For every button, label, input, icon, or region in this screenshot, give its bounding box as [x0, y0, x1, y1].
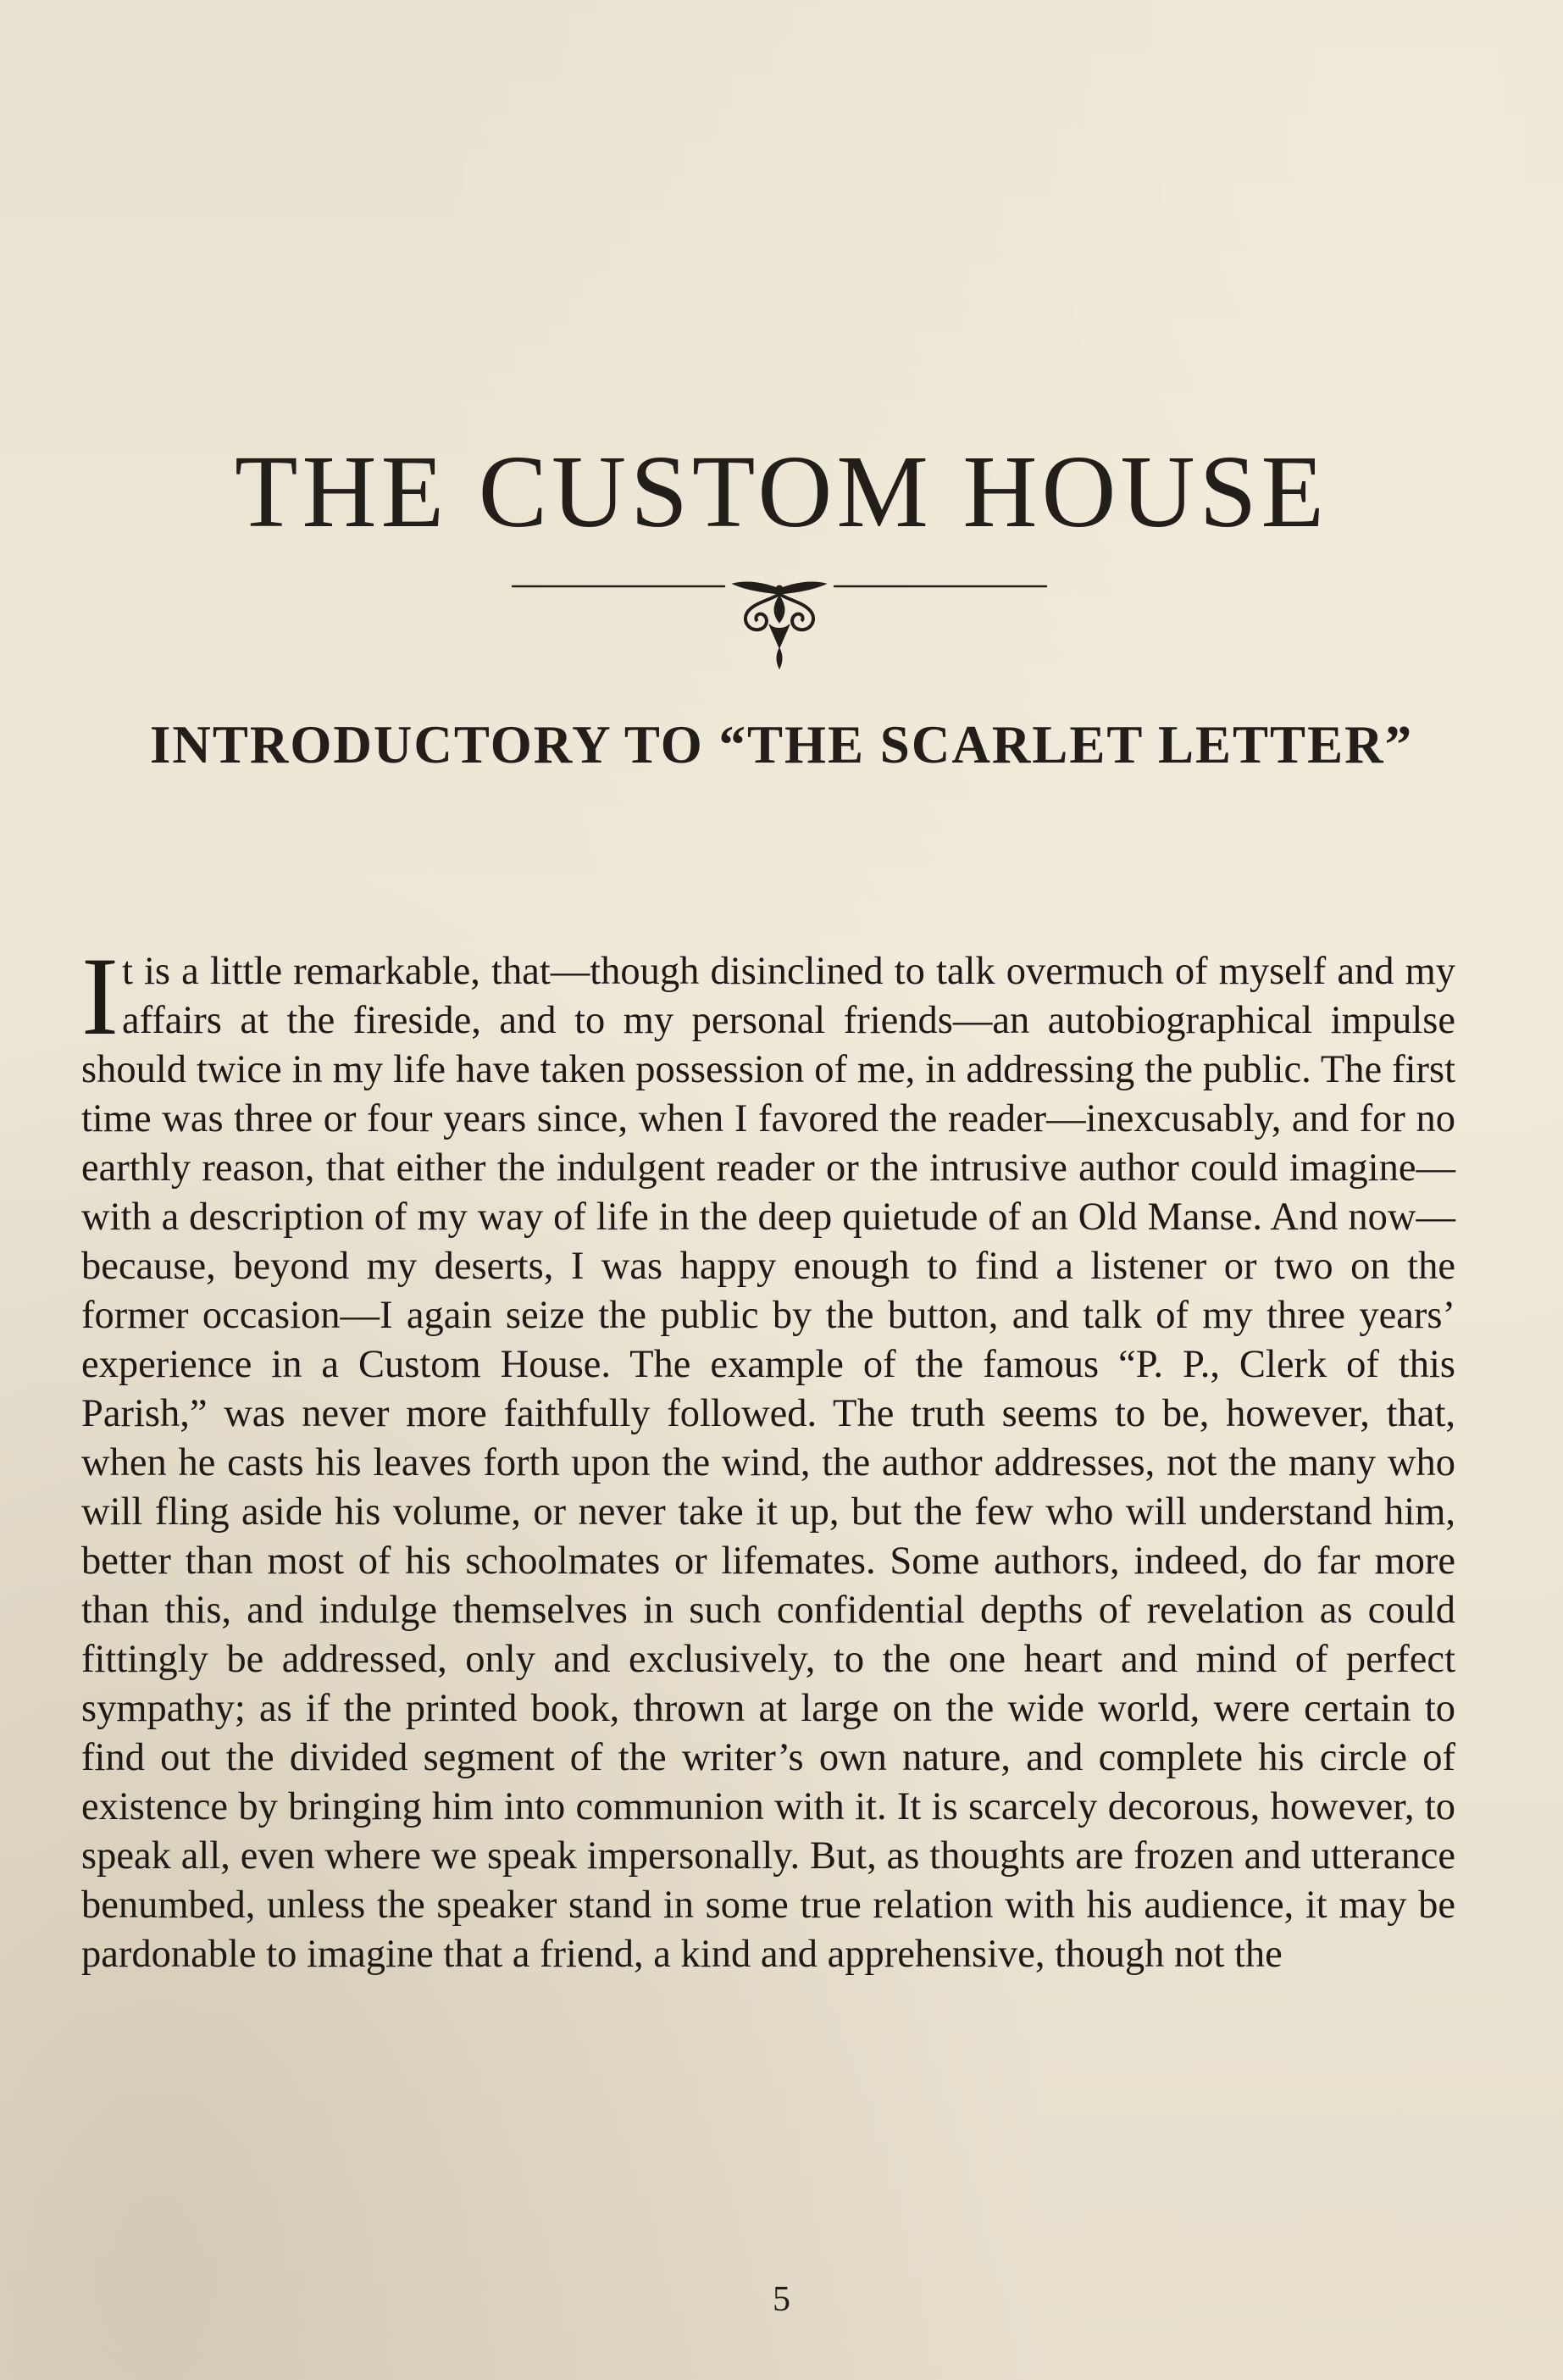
page-number: 5	[773, 2280, 790, 2319]
chapter-title: THE CUSTOM HOUSE	[234, 435, 1329, 549]
chapter-subtitle: INTRODUCTORY TO “THE SCARLET LETTER”	[149, 715, 1414, 774]
drop-cap-letter: I	[81, 934, 119, 1058]
fleuron-ornament-icon	[500, 563, 1059, 674]
body-paragraph	[81, 934, 1455, 1979]
body-paragraph-text: t is a little remarkable, that—though disinclined to talk overmuch of myself and my affairs at the fireside, and to my personal friends—an autobiographical impulse should twice in my life have taken possession of me, in addressing the public. The first time was three or four years since, when I favored the reader—inexcusably, and for no earthly reason, that either the indulgent reader or the intrusive author could imagine—with a description of my way of life in the deep quietude of an Old Manse. And now—because, beyond my deserts, I was happy enough to find a listener or two on the former occasion—I again seize the public by the button, and talk of my three years’ experience in a Custom House. The example of the famous “P. P., Clerk of this Parish,” was never more faithfully followed. The truth seems to be, however, that, when he casts his leaves forth upon the wind, the author addresses, not the many who will fling aside his volume, or never take it up, but the few who will understand him, better than most of his schoolmates or lifemates. Some authors, indeed, do far more than this, and indulge themselves in such confidential depths of revelation as could fittingly be addressed, only and exclusively, to the one heart and mind of perfect sympathy; as if the printed book, thrown at large on the wide world, were certain to find out the divided segment of the writer’s own nature, and complete his circle of existence by bringing him into communion with it. It is scarcely decorous, however, to speak all, even where we speak impersonally. But, as thoughts are frozen and utterance benumbed, unless the speaker stand in some true relation with his audience, it may be pardonable to imagine that a friend, a kind and apprehensive, though not the	[81, 950, 1455, 1976]
